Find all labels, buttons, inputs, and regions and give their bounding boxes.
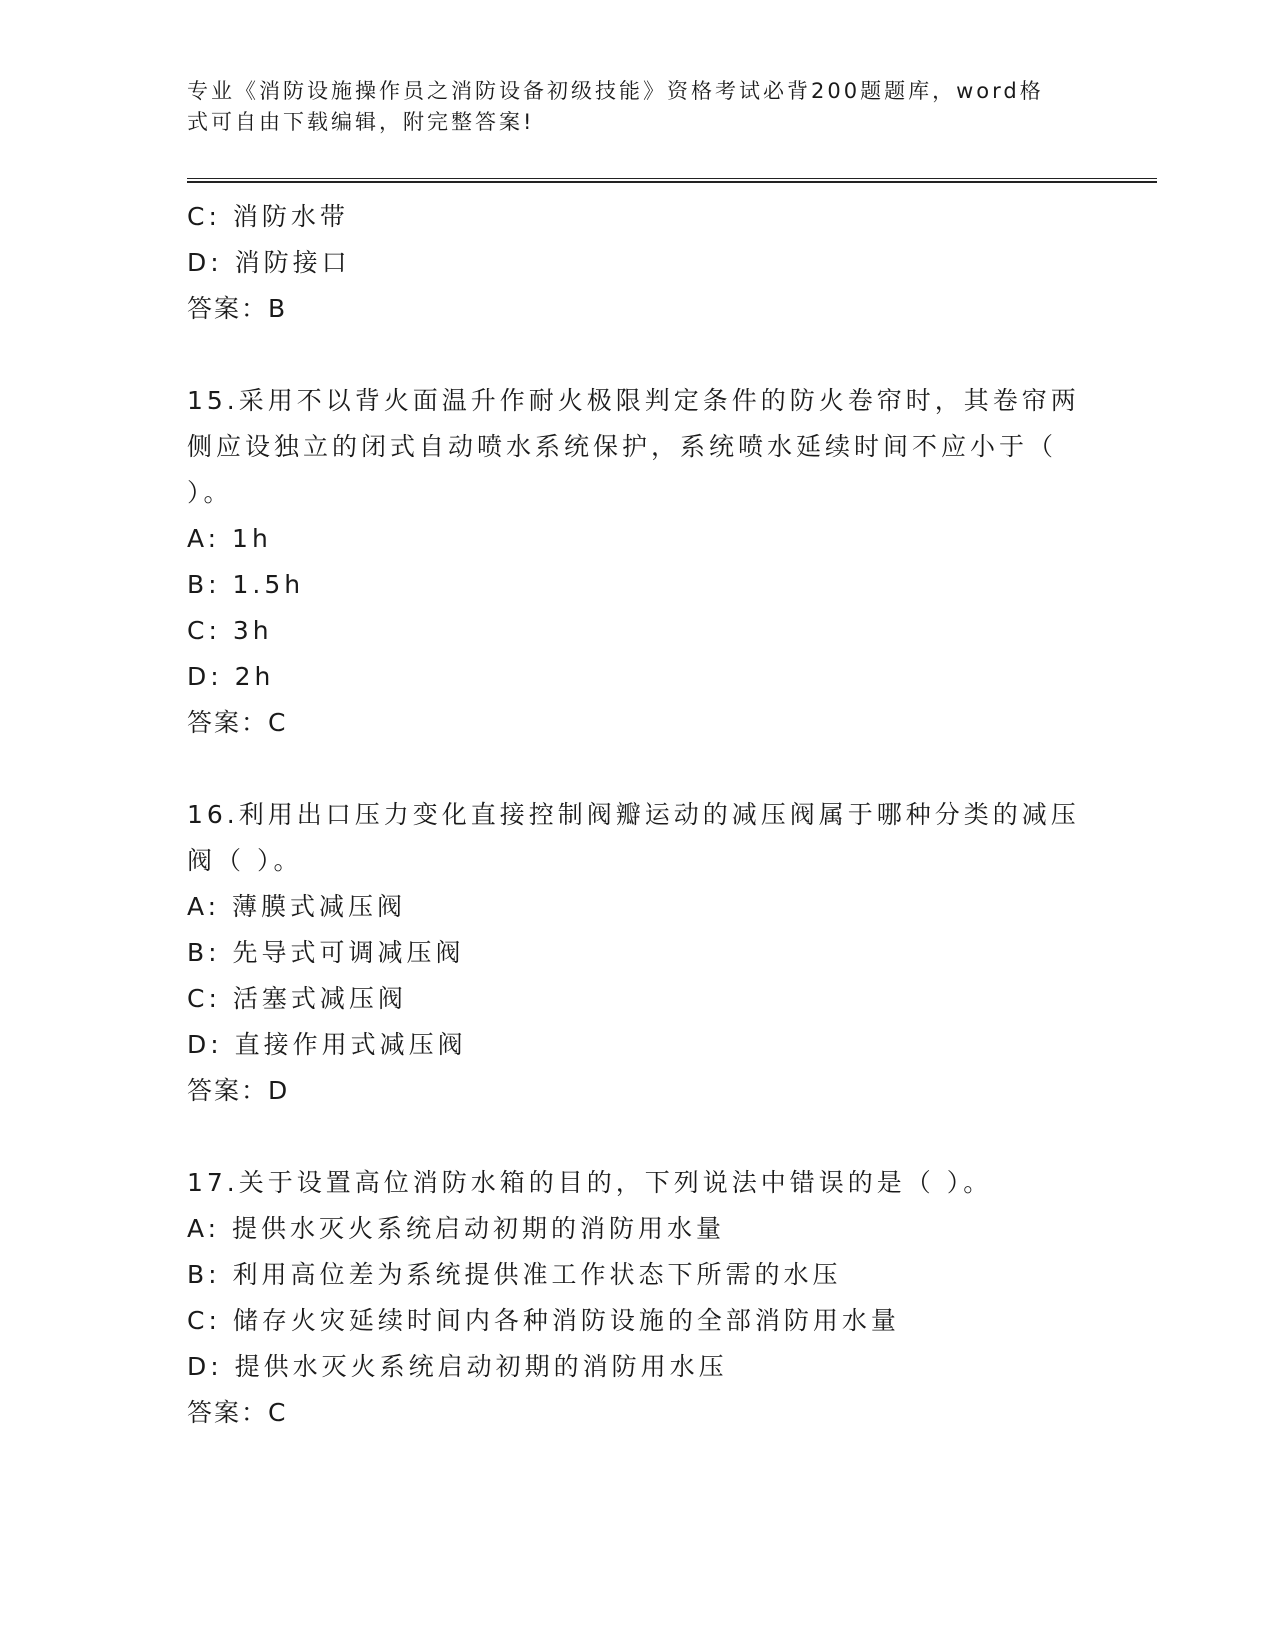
option-line: D: 2h [187, 662, 275, 691]
option-line: A: 薄膜式减压阀 [187, 892, 407, 921]
header-divider [187, 178, 1157, 183]
paragraph-gap [187, 1114, 1087, 1160]
question-line: ）。 [187, 478, 233, 507]
answer-line: 答案：D [187, 1076, 290, 1105]
option-line: B: 利用高位差为系统提供准工作状态下所需的水压 [187, 1260, 842, 1289]
paragraph-gap [187, 332, 1087, 378]
option-line: C: 消防水带 [187, 202, 349, 231]
header-line-1: 专业《消防设施操作员之消防设备初级技能》资格考试必背200题题库，word格 [187, 79, 1044, 103]
answer-line: 答案：C [187, 708, 288, 737]
question-line: 15.采用不以背火面温升作耐火极限判定条件的防火卷帘时，其卷帘两 [187, 386, 1080, 415]
option-line: C: 3h [187, 616, 273, 645]
option-line: C: 活塞式减压阀 [187, 984, 407, 1013]
question-line: 阀（ ）。 [187, 846, 303, 875]
answer-line: 答案：B [187, 294, 288, 323]
page-header [187, 76, 1067, 138]
option-line: A: 1h [187, 524, 272, 553]
question-line: 侧应设独立的闭式自动喷水系统保护，系统喷水延续时间不应小于（ [187, 432, 1058, 461]
question-line: 16.利用出口压力变化直接控制阀瓣运动的减压阀属于哪种分类的减压 [187, 800, 1080, 829]
option-line: D: 消防接口 [187, 248, 351, 277]
option-line: A: 提供水灭火系统启动初期的消防用水量 [187, 1214, 726, 1243]
paragraph-gap [187, 746, 1087, 792]
question-line: 17.关于设置高位消防水箱的目的，下列说法中错误的是（ ）。 [187, 1168, 993, 1197]
option-line: D: 提供水灭火系统启动初期的消防用水压 [187, 1352, 728, 1381]
option-line: C: 储存火灾延续时间内各种消防设施的全部消防用水量 [187, 1306, 900, 1335]
option-line: B: 先导式可调减压阀 [187, 938, 465, 967]
option-line: D: 直接作用式减压阀 [187, 1030, 467, 1059]
option-line: B: 1.5h [187, 570, 305, 599]
header-line-2: 式可自由下载编辑，附完整答案! [187, 110, 535, 134]
question-list [187, 194, 1087, 1436]
answer-line: 答案：C [187, 1398, 288, 1427]
